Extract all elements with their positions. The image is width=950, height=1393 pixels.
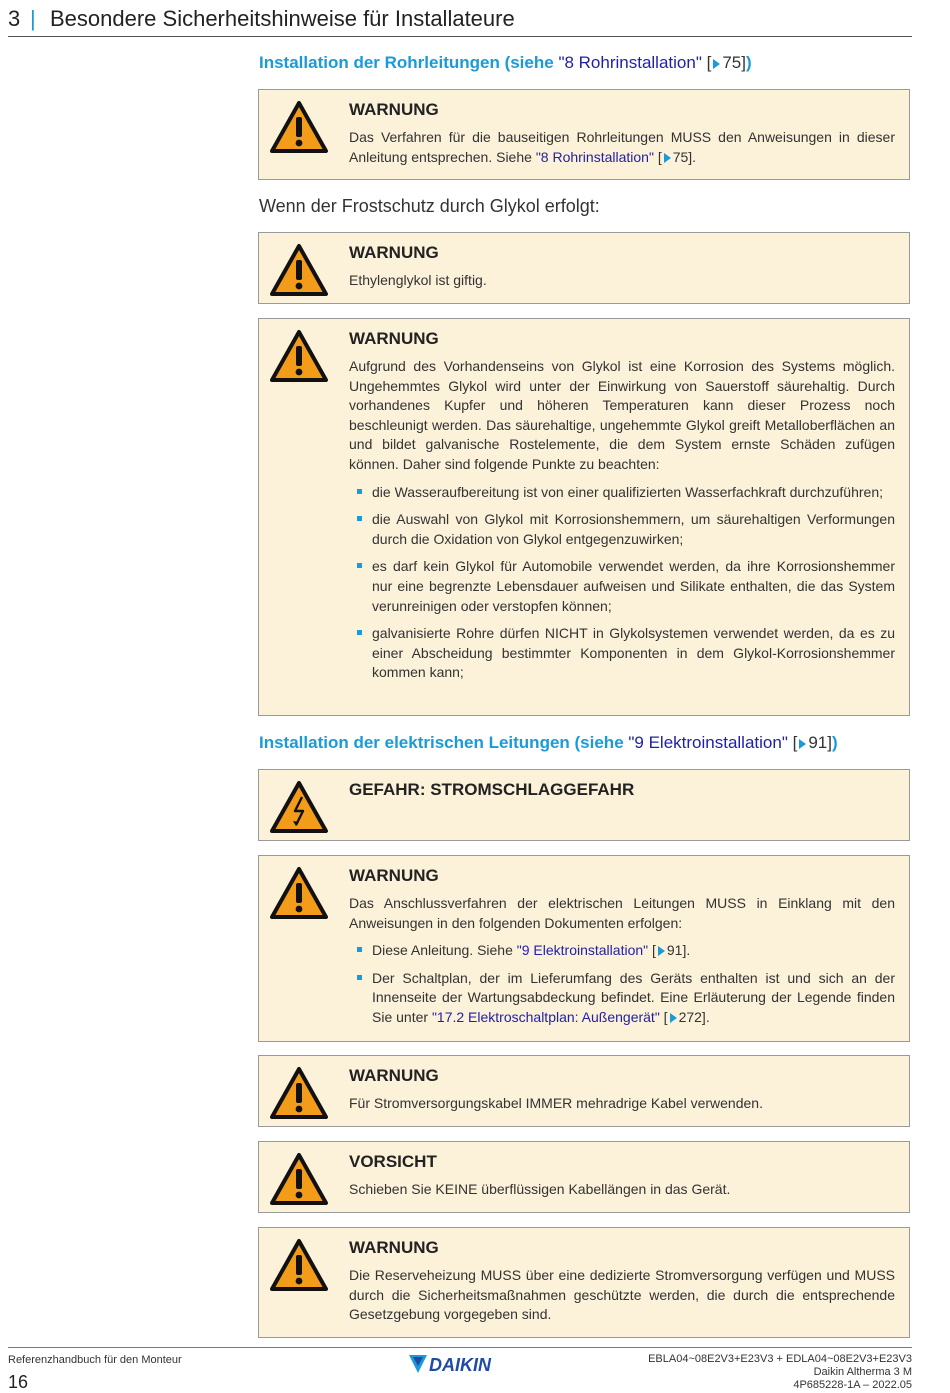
- warning-icon: [269, 243, 329, 297]
- box-text: Das Anschlussverfahren der elektrischen Leitungen MUSS in Einklang mit den Anweisungen in den folgenden Dokumenten erfolgen:: [349, 895, 895, 931]
- box-heading: GEFAHR: STROMSCHLAGGEFAHR: [349, 780, 635, 799]
- bullet-icon: [357, 516, 362, 521]
- document-number: 4P685228-1A – 2022.05: [793, 1379, 912, 1391]
- list-item: Der Schaltplan, der im Lieferumfang des Geräts enthalten ist und sich an der Innenseite der Wartungsabdeckung befindet. Eine Erläuterung der Legende finden Sie unter "17.2 Elektroschaltplan: Außengerät" [ 272].: [349, 969, 895, 1028]
- caution-icon: [269, 1152, 329, 1206]
- warning-box-cables: [258, 1055, 910, 1127]
- bullet-icon: [357, 975, 362, 980]
- box-heading: WARNUNG: [349, 1066, 439, 1085]
- section-heading-electrical: Installation der elektrischen Leitungen (siehe "9 Elektroinstallation" [ 91]): [259, 733, 838, 752]
- list-item: die Auswahl von Glykol mit Korrosionshemmern, um säurehaltigen Verformungen durch die Oxidation von Glykol entgegenzuwirken;: [349, 510, 895, 549]
- warning-box-backup-heater: [258, 1227, 910, 1338]
- model-numbers: EBLA04~08E2V3+E23V3 + EDLA04~08E2V3+E23V3: [648, 1353, 912, 1365]
- bullet-icon: [357, 489, 362, 494]
- list-item: es darf kein Glykol für Automobile verwendet werden, da ihre Korrosionshemmer nur eine begrenzte Lebensdauer aufweisen und Silikate enthalten, die das System verunreinigen oder verstopfen können;: [349, 557, 895, 616]
- chapter-number: 3: [8, 6, 21, 31]
- list-item: Diese Anleitung. Siehe "9 Elektroinstallation" [ 91].: [349, 941, 895, 961]
- link-piping-inline[interactable]: "8 Rohrinstallation": [535, 148, 654, 165]
- warning-box-piping: [258, 89, 910, 180]
- list-item: die Wasseraufbereitung ist von einer qualifizierten Wasserfachkraft durchzuführen;: [349, 483, 895, 503]
- section-heading-piping: Installation der Rohrleitungen (siehe "8 Rohrinstallation" [ 75]): [259, 53, 752, 72]
- warning-box-wiring: [258, 855, 910, 1042]
- warning-box-toxic: [258, 232, 910, 304]
- bullet-icon: [357, 630, 362, 635]
- bullet-list: [349, 483, 895, 683]
- box-heading: WARNUNG: [349, 329, 439, 348]
- link-piping[interactable]: "8 Rohrinstallation": [558, 53, 702, 72]
- glycol-intro: Wenn der Frostschutz durch Glykol erfolgt:: [259, 196, 600, 216]
- box-text: Für Stromversorgungskabel IMMER mehradrige Kabel verwenden.: [349, 1095, 763, 1111]
- warning-icon: [269, 1066, 329, 1120]
- warning-icon: [269, 866, 329, 920]
- svg-text:DAIKIN: DAIKIN: [429, 1355, 491, 1375]
- warning-icon: [269, 329, 329, 383]
- bullet-icon: [357, 947, 362, 952]
- page-number: 16: [8, 1372, 29, 1392]
- header-divider: |: [30, 6, 36, 31]
- bullet-list: [349, 941, 895, 1027]
- link-electrical[interactable]: "9 Elektroinstallation": [628, 733, 788, 752]
- box-heading: WARNUNG: [349, 243, 439, 262]
- chapter-title: Besondere Sicherheitshinweise für Installateure: [50, 6, 515, 31]
- link-electrical-inline[interactable]: "9 Elektroinstallation": [516, 942, 649, 959]
- list-item: galvanisierte Rohre dürfen NICHT in Glykolsystemen verwendet werden, da es zu einer Abscheidung bestimmter Komponenten in dem Glykol-Korrosionshemmer kommen kann;: [349, 624, 895, 683]
- manual-name: Referenzhandbuch für den Monteur: [8, 1354, 182, 1366]
- page-ref-arrow-icon: [670, 1013, 677, 1023]
- link-wiring-diagram[interactable]: "17.2 Elektroschaltplan: Außengerät": [431, 1008, 660, 1025]
- warning-box-corrosion: [258, 318, 910, 716]
- box-heading: VORSICHT: [349, 1152, 437, 1171]
- page-ref-arrow-icon: [658, 946, 665, 956]
- box-heading: WARNUNG: [349, 866, 439, 885]
- electric-shock-icon: [269, 780, 329, 834]
- product-name: Daikin Altherma 3 M: [813, 1366, 912, 1378]
- box-text: Ethylenglykol ist giftig.: [349, 272, 487, 288]
- bullet-icon: [357, 563, 362, 568]
- footer-info: [648, 1353, 912, 1392]
- daikin-logo: [407, 1352, 517, 1376]
- caution-box-cable-length: [258, 1141, 910, 1213]
- danger-box-shock: [258, 769, 910, 841]
- page-ref-arrow-icon: [664, 153, 671, 163]
- page-header: [8, 6, 912, 37]
- page-ref-arrow-icon: [799, 739, 806, 749]
- box-text: Die Reserveheizung MUSS über eine dedizierte Stromversorgung verfügen und MUSS durch die Sicherheitsmaßnahmen geschützte werden, die durch die entsprechende Gesetzgebung vorgegeben sind.: [349, 1267, 895, 1323]
- box-heading: WARNUNG: [349, 100, 439, 119]
- box-text: Schieben Sie KEINE überflüssigen Kabellängen in das Gerät.: [349, 1181, 731, 1197]
- warning-icon: [269, 100, 329, 154]
- warning-icon: [269, 1238, 329, 1292]
- box-text: Aufgrund des Vorhandenseins von Glykol ist eine Korrosion des Systems möglich. Ungehemmtes Glykol wird unter der Einwirkung von Sauerstoff säurehaltig. Durch vorhandenes Kupfer und höheren Temperaturen kann dieser Prozess noch beschleunigt werden. Das säurehaltige, ungehemmte Glykol greift Metalloberflächen an und bildet galvanische Rostelemente, die dem System ernste Schäden zufügen können. Daher sind folgende Punkte zu beachten:: [349, 358, 895, 472]
- box-heading: WARNUNG: [349, 1238, 439, 1257]
- footer-divider: [8, 1347, 912, 1348]
- page-ref-arrow-icon: [713, 59, 720, 69]
- box-text: Das Verfahren für die bauseitigen Rohrleitungen MUSS den Anweisungen in dieser Anleitung entsprechen. Siehe "8 Rohrinstallation" [ 75].: [349, 129, 895, 165]
